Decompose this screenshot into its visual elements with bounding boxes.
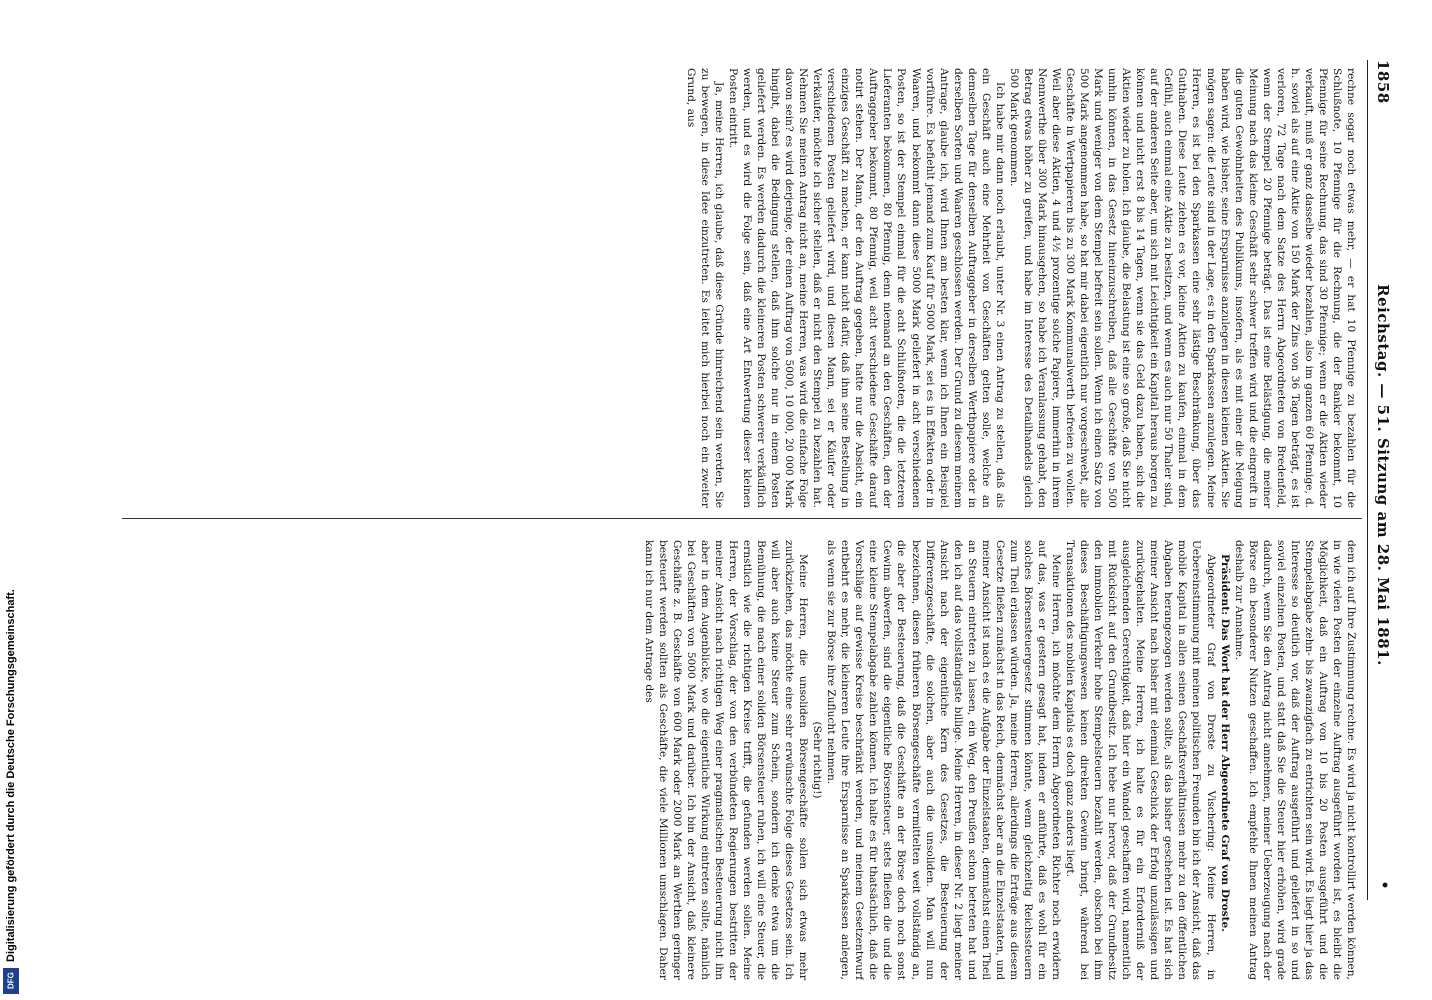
bullet-mark: • (1376, 880, 1392, 890)
running-head (1368, 60, 1392, 890)
interjection: (Sehr richtig!) (811, 721, 824, 799)
paragraph: dem ich auf Ihre Zustimmung rechne. Es wird ja nicht kontrollirt werden können, in wie vielen Posten der einzelne Auftrag ausgeführt worden ist, es bleibt die Möglichkeit, daß ein Auftrag von 10 bis 20 Posten ausgeführt und die Stempelabgabe zehn- bis zwanzigfach zu entrichten sein wird. Es liegt hier ja das Interesse so deutlich vor, daß der Auftrag ausgeführt und geliefert in so und soviel einzelnen Posten, und statt daß Sie die Steuer hier erhöhen, wird grade dadurch, wenn Sie den Antrag nicht annehmen, meiner Ueberzeugung nach der Börse ein besonderer Nutzen geschaffen. Ich empfehle Ihnen meinen Antrag deshalb zur Annahme. (1232, 540, 1357, 980)
speaker-paragraph: Präsident: Das Wort hat der Herr Abgeordnete Graf von Droste. (1218, 554, 1231, 932)
page-number: 1858 (1374, 60, 1392, 104)
paragraph: rechne sogar noch etwas mehr, — er hat 10 Pfennige zu bezahlen für die Schlußnote, 10 Pfennige für die Rechnung, die der Bankier bekommt, 10 Pfennige für seine Rechnung, das sind 30 Pfennige; wenn er die Aktien wieder verkauft, muß er ganz dasselbe wieder bezahlen, also im ganzen 60 Pfennige, d. h. soviel als auf eine Aktie von 150 Mark der Zins von 36 Tagen beträgt, es ist verloren, 72 Tage nach dem Satze des Herrn Abgeordneten von Bredenfeld, wenn der Stempel 20 Pfennige beträgt. Das ist eine Belästigung, die meiner Meinung nach das kleine Geschäft sehr schwer treffen wird und die eingreift in die guten Gewohnheiten des Publikums, insofern, als es mit einer die Neigung haben wird, wie bisher, seine Ersparnisse anzulegen in diesen kleinen Aktien. Sie mögen sagen: die Leute sind in der Lage, es in den Sparkassen anzulegen. Meine Herren, es ist bei den Sparkassen eine sehr lästige Beschränkung, über das Guthaben. Diese Leute ziehen es vor, kleine Aktien zu kaufen, einmal in dem Gefühl, auch einmal eine Aktie zu besitzen, und wenn es auch nur 50 Thaler sind, auf der anderen Seite aber, um sich mit Leichtigkeit ein Kapital heraus borgen zu können und nicht erst 8 bis 14 Tagen, wenn sie das Geld dazu haben, sich die Aktien wieder zu holen. Ich glaube, die Belastung ist eine so große, daß Sie nicht umhin können, in das Gesetz hineinzuschreiben, daß alle Geschäfte von 500 Mark und weniger von dem Stempel befreit sein sollen. Wenn ich einen Satz von 500 Mark angenommen habe, so hat mir dabei eigentlich nur vorgeschwebt, alle Geschäfte in Wertpapieren bis zu 300 Mark Kommunalwerth befreien zu wollen. Weil aber diese Aktien, 4 und 4½ prozentige solche Papiere, immerhin in ihrem Nennwerthe über 300 Mark hinausgehen, so habe ich Veranlassung gehabt, den Betrag etwas höher zu greifen, und habe im Interesse des Detailhandels gleich 500 Mark genommen. (1007, 68, 1357, 508)
page-title: Reichstag. — 51. Sitzung am 28. Mai 1881. (1374, 284, 1392, 666)
right-column (138, 540, 1358, 980)
header-rule (1367, 60, 1368, 900)
column-divider (122, 518, 1362, 519)
left-column (138, 68, 1358, 508)
dfg-logo: DFG (3, 968, 19, 994)
paragraph: Meine Herren, ich möchte dem Herrn Abgeordneten Richter noch erwidern auf das, was er gestern gesagt hat, indem er anführte, daß es wohl für ein solches Börsensteuergesetz stimmen könnte, wenn gleichzeitig Reichssteuern zum Theil erlassen würden. Ja, meine Herren, allerdings die Erträge aus diesem Gesetze fließen zunächst in das Reich, demnächst aber an die Einzelstaaten, und meiner Ansicht ist nach es die Aufgabe der Einzelstaaten, demnächst einen Theil an Steuern eintreten zu lassen, ein Weg, den Preußen schon betreten hat und den ich auf das vollständigste billige. Meine Herren, in dieser Nr. 2 liegt meiner Ansicht nach der eigentliche Kern des Gesetzes, die Besteuerung der Differenzgeschäfte, die solchen, aber auch die unsoliden. Man will nun bezeichnen, diesen früheren Börsengeschäfte vermittelten weit vollständig an, die aber der Besteuerung, daß die Geschäfte an der Börse doch noch sonst Gewinn abwerfen, sind die eigentliche Börsensteuer, stets fließen die und die eine kleine Stempelabgabe zahlen können. Ich halte es für thatsächlich, daß die Vorschläge auf gewisse Kreise beschränkt werden, und meinem Gesetzentwurf entbehrt es mehr, die kleineren Leute ihre Ersparnisse an Sparkassen anlegen, als wenn sie zur Börse ihre Zuflucht nehmen. (825, 540, 1063, 980)
paragraph: Meine Herren, die unsoliden Börsengeschäfte sollen sich etwas mehr zurückziehen, das möchte eine sehr erwünschte Folge dieses Gesetzes sein. Ich will aber auch keine Steuer zum Schein, sondern ich denke etwa um die Bemühung, die nach einer soliden Börsensteuer ruhen, ich will eine Steuer, die ernstlich wie die richtigen Kreise trifft, die gefunden werden sollen. Meine Herren, der Vorschlag, der von den verbündeten Regierungen bestritten der meiner Ansicht nach richtigen Weg einer pragmatischen Besteuerung nicht ihn aber in dem Augenblicke, wo die eigentliche Wirkung eintreten sollte, nämlich bei Geschäften von 5000 Mark und darüber. Ich bin der Ansicht, daß kleinere Geschäfte z. B. Geschäfte von 600 Mark oder 2000 Mark an Werthen geringer besteuert werden sollten als Geschäfte, die viele Millionen umschlagen. Daher kann ich nur dem Antrage des (642, 540, 810, 980)
paragraph: Ich habe mir dann noch erlaubt, unter Nr. 3 einen Antrag zu stellen, daß als ein Geschäft auch eine Mehrheit von Geschäften gelten solle, welche an demselben Tage für denselben Auftraggeber in derselben Werthpapiere oder in derselben Sorten und Waaren geschlossen werden. Der Grund zu diesem meinem Antrage, glaube ich, wird Ihnen am besten klar, wenn ich Ihnen ein Beispiel vorführe. Es befiehlt jemand zum Kauf für 5000 Mark, sei es in Effekten oder in Waaren, und bekommt dann diese 5000 Mark geliefert in acht verschiedenen Posten, so ist der Stempel einmal für die acht Schlußnoten, die die letzteren Lieferanten bekommen, 80 Pfennig, denn niemand an den Geschäften, den der Auftraggeber bekommt, 80 Pfennig, weil acht verschiedene Geschäfte darauf notirt stehen. Der Mann, der den Auftrag gegeben, hatte nur die Absicht, ein einziges Geschäft zu machen, er kann nicht dafür, daß ihm seine Bestellung in verschiedenen Posten geliefert wird, und diesen Mann, sei er Käufer oder Verkäufer, möchte ich sicher stellen, daß er nicht den Stempel zu bezahlen hat. Nehmen Sie meinen Antrag nicht an, meine Herren, was wird die einfache Folge davon sein? es wird derjenige, der einen Auftrag von 5000, 10 000, 20 000 Mark hingibt, dabei die Bedingung stellen, daß ihm solche nur in einem Posten geliefert werden. Es werden dadurch die kleineren Posten schwerer verkäuflich werden, und es wird die Folge sein, daß eine Art Entwertung dieser kleinen Posten eintritt. (726, 68, 1006, 508)
speaker-paragraph: Abgeordneter Graf von Droste zu Vischering: Meine Herren, in Uebereinstimmung mit meinen politischen Freunden bin ich der Ansicht, daß das mobile Kapital in allen seinen Geschäftsverhältnissen mehr zu den öffentlichen Abgaben herangezogen werden sollte, als das bisher geschehen ist. Es hat sich meiner Ansicht nach bisher mit eleminal Geschick der Erfolg unzulässigen und zurückgehalten. Meine Herren, ich halte es für ein Erforderniß der ausgleichenden Gerechtigkeit, daß hier ein Wandel geschaffen wird, namentlich mit Rücksicht auf den Grundbesitz. Ich hebe nur hervor, daß der Grundbesitz den immobilen Verkehr hohe Stempelsteuern bezahlt werden, obschon bei ihm dieses Beschäftigungswesen keinen direkten Gewinn bringt, während bei Transaktionen des mobilen Kapitals es doch ganz anders liegt. (1064, 540, 1217, 980)
paragraph: Ja, meine Herren, ich glaube, daß diese Gründe hinreichend sein werden, Sie zu bewegen, in diese Idee einzutreten. Es leitet mich hierbei noch ein zweiter Grund, aus (684, 68, 725, 508)
digitization-credit: Digitalisierung gefördert durch die Deutsche Forschungsgemeinschaft. (5, 589, 17, 962)
